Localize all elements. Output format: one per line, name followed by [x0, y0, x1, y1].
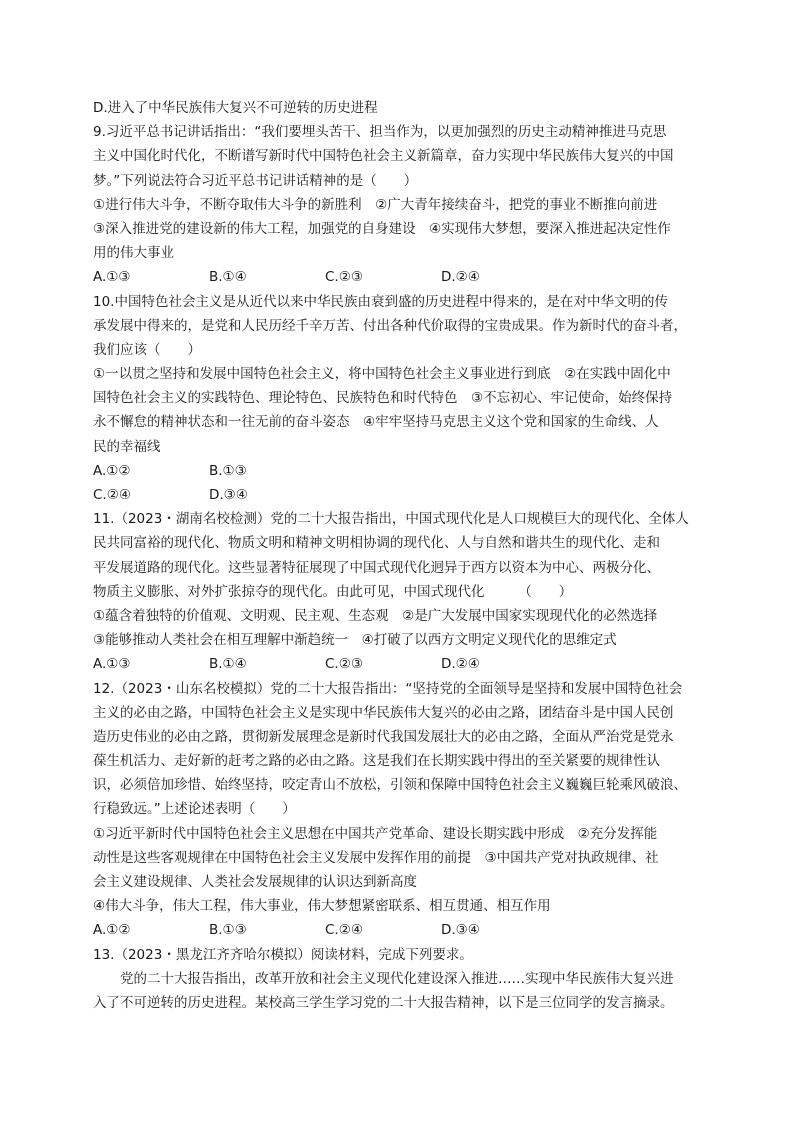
q9-statement-line-1: ①进行伟大斗争，不断夺取伟大斗争的新胜利 ②广大青年接续奋斗，把党的事业不断推向前进	[93, 196, 658, 213]
q10-option-b[interactable]: B.①③	[209, 462, 247, 479]
q9-option-c[interactable]: C.②③	[325, 269, 363, 286]
q12-option-b[interactable]: B.①③	[209, 922, 247, 939]
q12-line-9: 会主义建设规律、人类社会发展规律的认识达到新高度	[93, 874, 417, 890]
q9-option-d[interactable]: D.②④	[441, 269, 480, 286]
q10-line-5: 国特色社会主义的实践特色、理论特色、民族特色和时代特色 ③不忘初心、牢记使命，始终保持	[93, 390, 673, 407]
q12-line-6: 行稳致远。”上述论述表明（ ）	[93, 801, 296, 818]
q10-line-4: ①一以贯之坚持和发展中国特色社会主义，将中国特色社会主义事业进行到底 ②在实践中固化中	[93, 366, 671, 383]
q12-line-3: 造历史伟业的必由之路，贯彻新发展理念是新时代我国发展壮大的必由之路，全面从严治党是党永	[93, 728, 674, 745]
q10-line-3: 我们应该（ ）	[93, 341, 201, 358]
q11-option-c[interactable]: C.②③	[325, 656, 363, 673]
q10-options-row-1	[93, 459, 703, 483]
q12-line-8: 动性是这些客观规律在中国特色社会主义发展中发挥作用的前提 ③中国共产党对执政规律、社	[93, 849, 659, 866]
q9-stem-line-2: 主义中国化时代化，不断谱写新时代中国特色社会主义新篇章，奋力实现中华民族伟大复兴的中国	[93, 148, 674, 165]
q9-stem-line-1: 9.习近平总书记讲话指出：“我们要埋头苦干、担当作为，以更加强烈的历史主动精神推进马克思	[93, 124, 667, 141]
q11-line-1: 11.（2023・湖南名校检测）党的二十大报告指出，中国式现代化是人口规模巨大的现代化、全体人	[93, 511, 689, 528]
q12-line-1: 12.（2023・山东名校模拟）党的二十大报告指出：“坚持党的全面领导是坚持和发展中国特色社会	[93, 680, 683, 697]
q11-option-b[interactable]: B.①④	[209, 656, 247, 673]
q10-line-6: 永不懈怠的精神状态和一往无前的奋斗姿态 ④牢牢坚持马克思主义这个党和国家的生命线、人	[93, 414, 659, 431]
q9-statement-line-2: ③深入推进党的建设新的伟大工程，加强党的自身建设 ④实现伟大梦想，要深入推进起决定性作	[93, 220, 671, 237]
q12-option-a[interactable]: A.①②	[93, 922, 131, 939]
q9-statement-line-3: 用的伟大事业	[93, 245, 174, 262]
q10-options-row-2	[93, 483, 703, 507]
q12-line-2: 主义的必由之路，中国特色社会主义是实现中华民族伟大复兴的必由之路，团结奋斗是中国人民创	[93, 704, 674, 721]
q13-stem: 13.（2023・黑龙江齐齐哈尔模拟）阅读材料，完成下列要求。	[93, 946, 473, 963]
q12-line-7: ①习近平新时代中国特色社会主义思想在中国共产党革命、建设长期实践中形成 ②充分发挥能	[93, 825, 658, 842]
q12-option-d[interactable]: D.③④	[441, 922, 480, 939]
q11-option-a[interactable]: A.①③	[93, 656, 131, 673]
q8-option-d: D.进入了中华民族伟大复兴不可逆转的历史进程	[93, 100, 378, 116]
q9-option-b[interactable]: B.①④	[209, 269, 247, 286]
q11-options	[93, 652, 703, 676]
q11-line-2: 民共同富裕的现代化、物质文明和精神文明相协调的现代化、人与自然和谐共生的现代化、走和	[93, 535, 660, 552]
q10-line-1: 10.中国特色社会主义是从近代以来中华民族由衰到盛的历史进程中得来的，是在对中华文明的传	[93, 293, 668, 310]
q11-line-6: ③能够推动人类社会在相互理解中渐趋统一 ④打破了以西方文明定义现代化的思维定式	[93, 632, 617, 649]
q10-line-7: 民的幸福线	[93, 438, 161, 455]
q9-options	[93, 265, 703, 289]
q10-line-2: 承发展中得来的，是党和人民历经千辛万苦、付出各种代价取得的宝贵成果。作为新时代的奋斗者，	[93, 317, 687, 334]
q10-option-d[interactable]: D.③④	[209, 487, 248, 503]
q11-line-4: 物质主义膨胀、对外扩张掠夺的现代化。由此可见，中国式现代化 （ ）	[93, 583, 573, 600]
q12-options	[93, 918, 703, 942]
q10-option-a[interactable]: A.①②	[93, 462, 131, 479]
q9-stem-line-3: 梦。”下列说法符合习近平总书记讲话精神的是（ ）	[93, 172, 418, 189]
q12-option-c[interactable]: C.②④	[325, 922, 363, 939]
q13-material-line-1: 党的二十大报告指出，改革开放和社会主义现代化建设深入推进……实现中华民族伟大复兴进	[120, 970, 674, 987]
q12-line-10: ④伟大斗争，伟大工程，伟大事业，伟大梦想紧密联系、相互贯通、相互作用	[93, 898, 551, 915]
q12-line-5: 识，必须倍加珍惜、始终坚持，咬定青山不放松，引领和保障中国特色社会主义巍巍巨轮乘风破浪、	[93, 777, 687, 794]
q13-material-line-2: 入了不可逆转的历史进程。某校高三学生学习党的二十大报告精神，以下是三位同学的发言摘录。	[93, 994, 674, 1011]
worksheet-page	[93, 96, 703, 1015]
q11-option-d[interactable]: D.②④	[441, 656, 480, 673]
q12-line-4: 葆生机活力、走好新的赶考之路的必由之路。这是我们在长期实践中得出的至关紧要的规律性认	[93, 753, 660, 770]
q9-option-a[interactable]: A.①③	[93, 269, 131, 286]
q10-option-c[interactable]: C.②④	[93, 487, 131, 503]
q11-line-5: ①蕴含着独特的价值观、文明观、民主观、生态观 ②是广大发展中国家实现现代化的必然选择	[93, 607, 658, 624]
q11-line-3: 平发展道路的现代化。这些显著特征展现了中国式现代化迥异于西方以资本为中心、两极分化、	[93, 559, 660, 576]
